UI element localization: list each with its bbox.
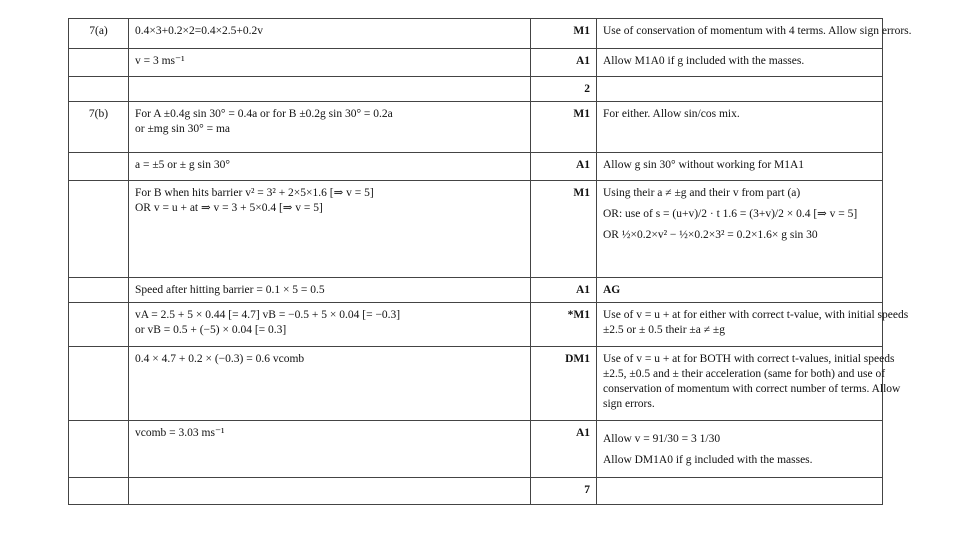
guidance-line: Allow DM1A0 if g included with the masses. [603, 454, 813, 466]
guidance-cell [597, 153, 883, 181]
guidance-cell [597, 303, 909, 347]
answer-line: OR v = u + at ⇒ v = 3 + 5×0.4 [⇒ v = 5] [135, 202, 323, 214]
answer-line: a = ±5 or ± g sin 30° [135, 159, 230, 171]
guidance-cell [597, 421, 883, 478]
mark-row [69, 153, 883, 181]
answer-cell [129, 77, 531, 102]
mark-row [69, 19, 883, 49]
guidance-line: OR ½×0.2×v² − ½×0.2×3² = 0.2×1.6× g sin 30 [603, 229, 818, 241]
guidance-line: ±2.5, ±0.5 and ± their acceleration (same for both) and use of [603, 368, 886, 380]
guidance-cell [597, 181, 883, 278]
question-number [69, 347, 129, 421]
question-number [69, 421, 129, 478]
guidance-cell [597, 102, 883, 153]
mark-row [69, 347, 883, 421]
mark-total: 2 [531, 77, 597, 102]
answer-line: or ±mg sin 30° = ma [135, 123, 231, 135]
guidance-line: Using their a ≠ ±g and their v from part (a) [603, 187, 801, 199]
answer-cell [129, 153, 531, 181]
guidance-cell [597, 478, 883, 505]
guidance-line: AG [603, 284, 621, 296]
guidance-line: sign errors. [603, 398, 655, 410]
question-number [69, 278, 129, 303]
guidance-line: Use of conservation of momentum with 4 terms. Allow sign errors. [603, 25, 912, 37]
question-number [69, 49, 129, 77]
answer-cell [129, 181, 531, 278]
guidance-line: Allow v = 91/30 = 3 1/30 [603, 433, 721, 445]
mark-code: A1 [531, 421, 597, 478]
mark-total: 7 [531, 478, 597, 505]
guidance-line: Use of v = u + at for BOTH with correct t-values, initial speeds [603, 353, 895, 365]
guidance-line: Use of v = u + at for either with correct t-value, with initial speeds [603, 309, 909, 321]
guidance-cell [597, 278, 883, 303]
mark-code: *M1 [531, 303, 597, 347]
answer-cell [129, 19, 531, 49]
question-number [69, 77, 129, 102]
question-number: 7(b) [69, 102, 129, 153]
guidance-line: Allow g sin 30° without working for M1A1 [603, 159, 805, 171]
guidance-cell [597, 49, 883, 77]
question-number [69, 478, 129, 505]
answer-cell [129, 478, 531, 505]
mark-code: A1 [531, 49, 597, 77]
mark-row [69, 49, 883, 77]
mark-row [69, 77, 883, 102]
answer-line: For A ±0.4g sin 30° = 0.4a or for B ±0.2g sin 30° = 0.2a [135, 108, 393, 120]
answer-line: 0.4 × 4.7 + 0.2 × (−0.3) = 0.6 vcomb [135, 353, 305, 365]
answer-cell [129, 102, 531, 153]
answer-line: vA = 2.5 + 5 × 0.44 [= 4.7] vB = −0.5 + 5 × 0.04 [= −0.3] [135, 309, 401, 321]
answer-line: For B when hits barrier v² = 3² + 2×5×1.6 [⇒ v = 5] [135, 187, 374, 199]
mark-row [69, 102, 883, 153]
question-number [69, 181, 129, 278]
guidance-line: conservation of momentum with correct number of terms. Allow [603, 383, 901, 395]
answer-cell [129, 49, 531, 77]
guidance-line: OR: use of s = (u+v)/2 · t 1.6 = (3+v)/2 × 0.4 [⇒ v = 5] [603, 208, 858, 220]
mark-row [69, 478, 883, 505]
answer-line: v = 3 ms⁻¹ [135, 55, 185, 67]
guidance-line: For either. Allow sin/cos mix. [603, 108, 740, 120]
guidance-line: ±2.5 or ± 0.5 their ±a ≠ ±g [603, 324, 725, 336]
mark-row [69, 421, 883, 478]
answer-cell [129, 278, 531, 303]
answer-line: vcomb = 3.03 ms⁻¹ [135, 427, 225, 439]
mark-code: DM1 [531, 347, 597, 421]
guidance-cell [597, 19, 912, 49]
question-number [69, 153, 129, 181]
mark-row [69, 303, 883, 347]
mark-code: M1 [531, 102, 597, 153]
mark-code: A1 [531, 278, 597, 303]
guidance-line: Allow M1A0 if g included with the masses. [603, 55, 805, 67]
guidance-cell [597, 347, 901, 421]
mark-code: M1 [531, 181, 597, 278]
answer-cell [129, 347, 531, 421]
question-number: 7(a) [69, 19, 129, 49]
mark-row [69, 181, 883, 278]
answer-line: or vB = 0.5 + (−5) × 0.04 [= 0.3] [135, 324, 287, 336]
mark-row [69, 278, 883, 303]
answer-line: Speed after hitting barrier = 0.1 × 5 = 0.5 [135, 284, 325, 296]
mark-code: M1 [531, 19, 597, 49]
answer-cell [129, 421, 531, 478]
guidance-cell [597, 77, 883, 102]
answer-line: 0.4×3+0.2×2=0.4×2.5+0.2v [135, 25, 264, 37]
mark-scheme-table [68, 18, 912, 505]
question-number [69, 303, 129, 347]
answer-cell [129, 303, 531, 347]
mark-code: A1 [531, 153, 597, 181]
